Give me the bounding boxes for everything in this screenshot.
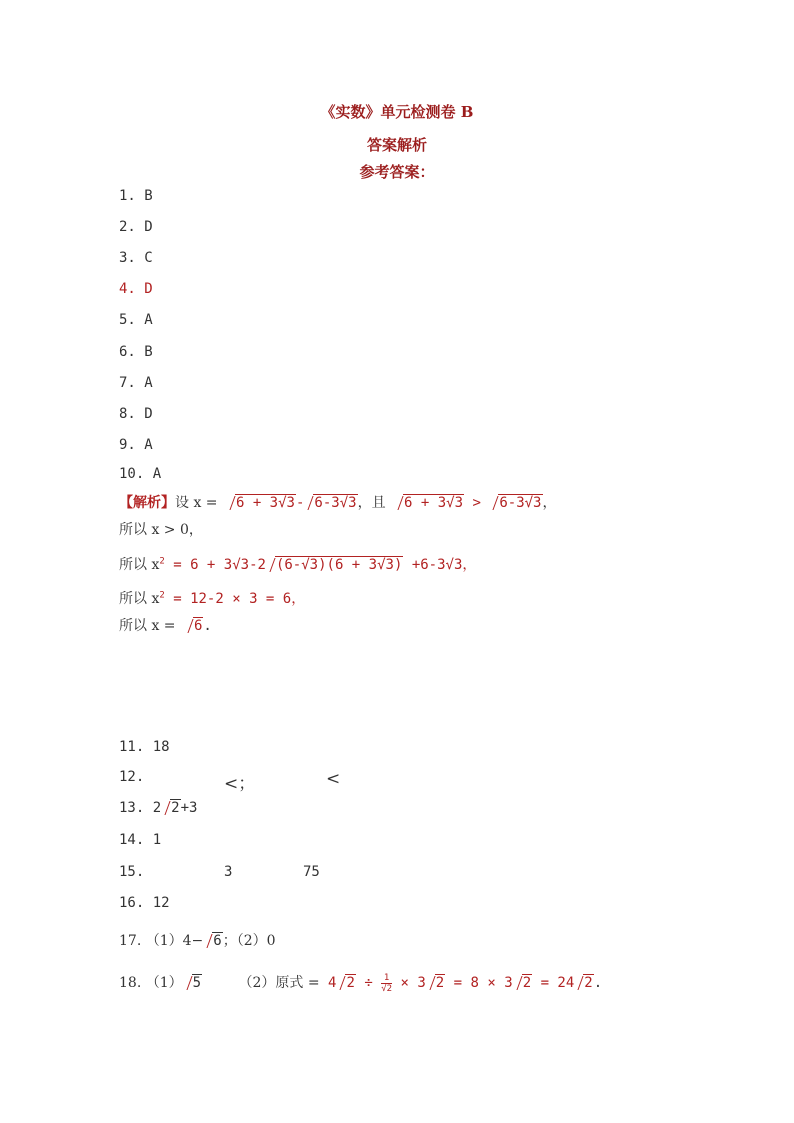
answer-7: 7. A <box>119 375 153 391</box>
analysis-l4-pre: 所以 x <box>119 591 160 607</box>
sqrt-expression <box>203 933 222 949</box>
sqrt-expression <box>184 618 203 634</box>
sqrt-expression <box>513 975 532 991</box>
answer-17 <box>119 930 276 950</box>
sqrt-expression <box>336 975 355 991</box>
answer-6: 6. B <box>119 344 153 360</box>
answer-1: 1. B <box>119 188 153 204</box>
radicand: 6 + 3√3 <box>404 495 464 511</box>
answer-13-tail: +3 <box>180 800 198 816</box>
radicand: 6-3√3 <box>314 495 357 511</box>
answer-18 <box>119 972 602 994</box>
expr-coefficient: 4 <box>328 975 337 991</box>
answer-17-tail: ；（2）0 <box>222 933 276 949</box>
fraction-numerator: 1 <box>381 973 392 984</box>
radicand: 6 <box>193 618 203 634</box>
answer-18-end: . <box>593 975 603 991</box>
analysis-line-4 <box>119 588 305 608</box>
equals-expression: = 8 × 3 <box>453 975 513 991</box>
analysis-line-1 <box>119 492 557 512</box>
divide-sign: ÷ <box>364 975 373 991</box>
analysis-l3-pre: 所以 x <box>119 557 160 573</box>
answer-4: 4. D <box>119 281 153 297</box>
section-heading: 参考答案： <box>359 163 435 181</box>
answer-12 <box>119 769 341 794</box>
sqrt-expression <box>183 975 202 991</box>
document-title: 《实数》单元检测卷 B <box>320 103 474 121</box>
sqrt-expression <box>226 495 296 511</box>
fraction <box>381 973 392 994</box>
radicand: 6 <box>213 933 222 949</box>
sqrt-expression <box>426 975 445 991</box>
greater-than-sign: > <box>472 495 481 511</box>
answer-11: 11. 18 <box>119 739 170 755</box>
sqrt-expression <box>489 495 542 511</box>
answer-16: 16. 12 <box>119 895 170 911</box>
analysis-line-3 <box>119 554 476 574</box>
radicand: 2 <box>346 975 355 991</box>
equals-expression-2: = 24 <box>540 975 575 991</box>
radicand: 6-3√3 <box>499 495 542 511</box>
analysis-l4-expr: = 12-2 × 3 = 6， <box>173 591 306 607</box>
answer-8: 8. D <box>119 406 153 422</box>
radicand: 2 <box>435 975 445 991</box>
radicand: 2 <box>171 800 180 816</box>
answer-12-number: 12. <box>119 769 145 785</box>
analysis-l1-mid: ，且 <box>357 495 386 511</box>
answer-14: 14. 1 <box>119 832 162 848</box>
times-expression: × 3 <box>400 975 426 991</box>
exponent: 2 <box>159 590 165 601</box>
radicand: 2 <box>584 975 593 991</box>
answer-15-value-1: 3 <box>224 864 233 880</box>
answer-18-mid: （2）原式 = <box>238 975 320 991</box>
analysis-l3-expr: = 6 + 3√3-2 <box>173 557 266 573</box>
answer-3: 3. C <box>119 250 153 266</box>
sqrt-expression <box>394 495 464 511</box>
analysis-l1-pre: 设 x = <box>175 495 218 511</box>
document-subtitle: 答案解析 <box>366 136 427 154</box>
answer-18-head: 18. （1） <box>119 975 183 991</box>
exponent: 2 <box>159 556 165 567</box>
answer-17-head: 17. （1）4− <box>119 933 204 949</box>
sqrt-expression <box>266 557 403 573</box>
answer-15 <box>119 864 320 880</box>
answer-13-number: 13. 2 <box>119 800 162 816</box>
answer-15-value-2: 75 <box>303 864 320 880</box>
radicand: 6 + 3√3 <box>235 495 295 511</box>
analysis-tag: 【解析】 <box>119 495 175 511</box>
radicand: 5 <box>192 975 202 991</box>
answer-10: 10. A <box>119 466 162 482</box>
analysis-l5-pre: 所以 x = <box>119 618 176 634</box>
answer-9: 9. A <box>119 437 153 453</box>
analysis-l5-end: . <box>203 618 212 634</box>
analysis-l3-tail: +6-3√3， <box>411 557 477 573</box>
sqrt-expression <box>304 495 357 511</box>
answer-15-number: 15. <box>119 864 145 880</box>
analysis-line-5 <box>119 615 212 635</box>
fraction-denominator: √2 <box>381 983 393 994</box>
analysis-l1-end: ， <box>542 495 557 511</box>
answer-12-symbol-1: <； <box>224 774 256 794</box>
radicand: (6-√3)(6 + 3√3) <box>275 557 403 573</box>
answer-5: 5. A <box>119 312 153 328</box>
minus-sign: - <box>295 495 305 511</box>
sqrt-expression <box>574 975 593 991</box>
answer-12-symbol-2: < <box>326 769 341 789</box>
answer-13 <box>119 800 197 816</box>
analysis-line-2: 所以 x > 0， <box>119 522 203 538</box>
answer-2: 2. D <box>119 219 153 235</box>
radicand: 2 <box>522 975 532 991</box>
sqrt-expression <box>161 800 180 816</box>
